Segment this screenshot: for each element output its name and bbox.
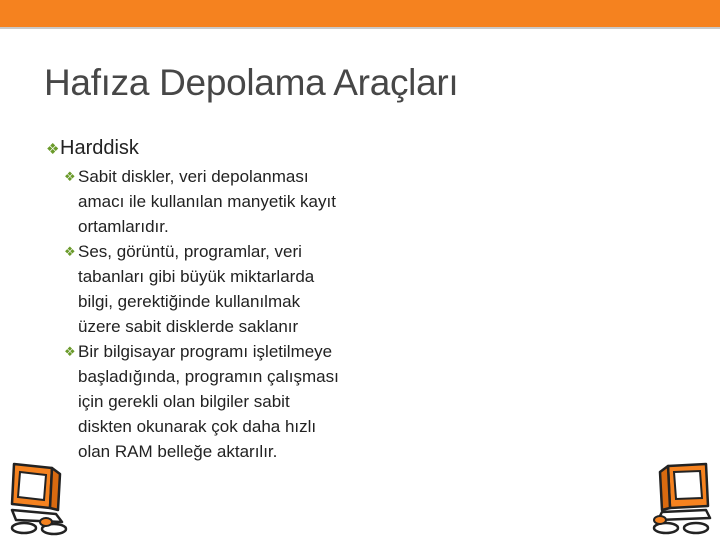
diamond-bullet-icon: ❖ xyxy=(64,169,76,184)
sub-bullet-3 xyxy=(64,339,404,464)
bullet-line: için gerekli olan bilgiler sabit xyxy=(78,392,290,411)
bullet-line: diskten okunarak çok daha hızlı xyxy=(78,417,317,436)
bullet-line: Ses, görüntü, programlar, veri xyxy=(78,242,302,261)
bullet-line: amacı ile kullanılan manyetik kayıt xyxy=(78,192,336,211)
bullet-line: ortamlarıdır. xyxy=(78,217,169,236)
slide-title: Hafıza Depolama Araçları xyxy=(44,62,459,103)
top-divider xyxy=(0,27,720,29)
diamond-bullet-icon: ❖ xyxy=(64,344,76,359)
bullet-line: üzere sabit disklerde saklanır xyxy=(78,317,299,336)
sub-bullet-2 xyxy=(64,239,404,339)
diamond-bullet-icon: ❖ xyxy=(64,244,76,259)
bullet-line: bilgi, gerektiğinde kullanılmak xyxy=(78,292,301,311)
sub-bullet-list xyxy=(64,164,404,464)
top-accent-bar xyxy=(0,0,720,27)
bullet-line: olan RAM belleğe aktarılır. xyxy=(78,442,278,461)
diamond-bullet-icon: ❖ xyxy=(46,141,60,158)
bullet-line: başladığında, programın çalışması xyxy=(78,367,339,386)
sub-bullet-1 xyxy=(64,164,404,239)
bullet-line: tabanları gibi büyük miktarlarda xyxy=(78,267,315,286)
bullet-level1-text: Harddisk xyxy=(60,137,139,159)
bullet-line: Bir bilgisayar programı işletilmeye xyxy=(78,342,333,361)
bullet-level1 xyxy=(46,137,139,160)
computer-character-icon xyxy=(6,460,72,536)
computer-character-icon xyxy=(646,460,716,536)
bullet-line: Sabit diskler, veri depolanması xyxy=(78,167,309,186)
